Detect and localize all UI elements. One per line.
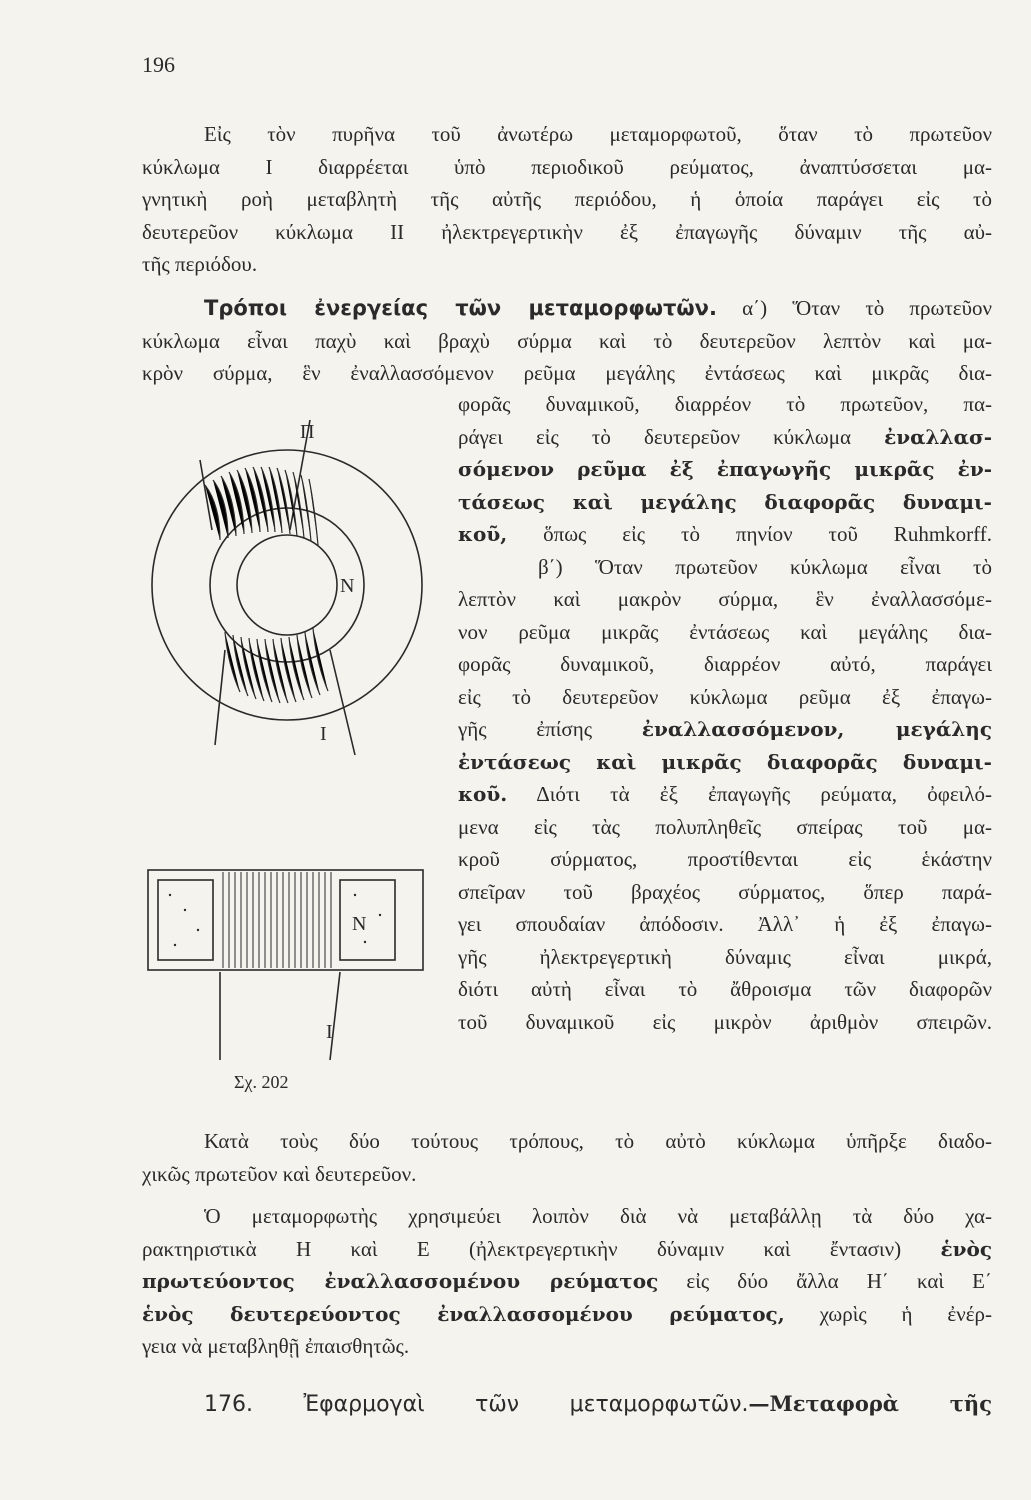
text-span: Διότι τὰ ἐξ ἐπαγωγῆς ρεύματα, ὀφειλό- xyxy=(536,782,992,806)
secondary-winding xyxy=(225,628,328,703)
text-span: ὅπως εἰς τὸ πηνίον τοῦ Ruhmkorff. xyxy=(543,522,993,546)
text-span: ρακτηριστικὰ Η καὶ Ε (ἠλεκτρεγερτικὴν δύναμιν καὶ ἔντασιν) xyxy=(142,1236,902,1261)
toroid-outer-ring xyxy=(152,450,422,720)
text-line: Κατὰ τοὺς δύο τούτους τρόπους, τὸ αὐτὸ κύκλωμα ὑπῆρξε διαδο- xyxy=(204,1129,992,1153)
text-line: γει σπουδαίαν ἀπόδοσιν. Ἀλλ᾿ ἡ ἐξ ἐπαγω- xyxy=(458,912,992,936)
page-number: 196 xyxy=(142,52,175,77)
text-line: γεια νὰ μεταβληθῇ ἐπαισθητῶς. xyxy=(142,1334,410,1358)
figure-core-transformer xyxy=(140,860,440,1070)
bold-span: ἑνὸς xyxy=(940,1236,992,1261)
coil-dots xyxy=(169,894,381,946)
core-winding xyxy=(223,872,331,968)
text-line xyxy=(458,713,992,746)
label-pi: Π xyxy=(300,421,315,443)
bold-span: πρωτεύοντος ἐναλλασσομένου ρεύματος xyxy=(142,1269,659,1293)
figure-toroid-transformer xyxy=(140,400,440,770)
label-i: I xyxy=(320,723,327,745)
text-line xyxy=(458,421,992,454)
secondary-lead-right xyxy=(330,650,355,755)
text-line: δευτερεῦον κύκλωμα II ἠλεκτρεγερτικὴν ἐξ ἐπαγωγῆς δύναμιν τῆς αὐ- xyxy=(142,219,992,244)
text-line: κύκλωμα εἶναι παχὺ καὶ βραχὺ σύρμα καὶ τὸ δευτερεῦον λεπτὸν καὶ μα- xyxy=(142,328,992,353)
primary-winding xyxy=(205,467,318,545)
text-line xyxy=(142,1298,992,1331)
section-heading-176 xyxy=(142,1388,992,1422)
right-coil-box xyxy=(340,880,395,960)
bold-span: ἐναλλασ- xyxy=(884,424,993,449)
text-line: γῆς ἠλεκτρεγερτικὴ δύναμις εἶναι μικρά, xyxy=(458,944,992,969)
section-title: 176. Ἐφαρμογαὶ τῶν μεταμορφωτῶν. xyxy=(204,1392,749,1417)
text-line: σόμενον ρεῦμα ἐξ ἐπαγωγῆς μικρᾶς ἐν- xyxy=(458,457,992,481)
label-n-core: N xyxy=(352,913,367,935)
paragraph-core-flux xyxy=(142,118,992,281)
section-176 xyxy=(142,1388,992,1422)
text-line xyxy=(142,292,992,325)
text-span: εἰς δύο ἄλλα Η΄ καὶ Ε΄ xyxy=(686,1269,992,1293)
core-outline xyxy=(148,870,423,970)
text-line: κρὸν σύρμα, ἓν ἐναλλασσόμενον ρεῦμα μεγάλης ἐντάσεως καὶ μικρᾶς δια- xyxy=(142,361,992,385)
text-line: χικῶς πρωτεῦον καὶ δευτερεῦον. xyxy=(142,1161,417,1186)
text-line: νον ρεῦμα μικρᾶς ἐντάσεως καὶ μεγάλης δια- xyxy=(458,619,992,644)
text-line: τῆς περιόδου. xyxy=(142,252,258,276)
paragraph-same-circuit xyxy=(142,1125,992,1190)
text-line xyxy=(458,518,992,551)
left-coil-box xyxy=(158,880,213,960)
text-line: μενα εἰς τὰς πολυπληθεῖς σπείρας τοῦ μα- xyxy=(458,814,992,839)
text-line: φορᾶς δυναμικοῦ, διαρρέον τὸ πρωτεῦον, πα- xyxy=(458,392,992,416)
text-line: φορᾶς δυναμικοῦ, διαρρέον αὐτό, παράγει xyxy=(458,652,992,676)
text-line: γνητικὴ ροὴ μεταβλητὴ τῆς αὐτῆς περιόδου, ἡ ὁποία παράγει εἰς τὸ xyxy=(142,187,992,211)
text-line: τάσεως καὶ μεγάλης διαφορᾶς δυναμι- xyxy=(458,489,992,514)
text-line: κύκλωμα I διαρρέεται ὑπὸ περιοδικοῦ ρεύματος, ἀναπτύσσεται μα- xyxy=(142,154,992,179)
text-line: διότι αὐτὴ εἶναι τὸ ἄθροισμα τῶν διαφορῶν xyxy=(458,977,992,1001)
text-line: ἐντάσεως καὶ μικρᾶς διαφορᾶς δυναμι- xyxy=(458,749,992,774)
text-line: εἰς τὸ δευτερεῦον κύκλωμα ρεῦμα ἐξ ἐπαγω- xyxy=(458,684,992,709)
text-line: λεπτὸν καὶ μακρὸν σύρμα, ἓν ἐναλλασσόμε- xyxy=(458,587,992,611)
text-line: β΄) Ὅταν πρωτεῦον κύκλωμα εἶναι τὸ xyxy=(538,554,992,579)
bold-span: ἑνὸς δευτερεύοντος ἐναλλασσομένου ρεύματος, xyxy=(142,1301,785,1326)
paragraph-purpose xyxy=(142,1200,992,1363)
label-n: N xyxy=(340,575,355,597)
text-line: τοῦ δυναμικοῦ εἰς μικρὸν ἀριθμὸν σπειρῶν. xyxy=(458,1009,992,1034)
text-line: σπεῖραν τοῦ βραχέος σύρματος, ὅπερ παρά- xyxy=(458,879,992,904)
lead-right xyxy=(330,972,340,1060)
text-line: κροῦ σύρματος, προστίθενται εἰς ἑκάστην xyxy=(458,847,992,871)
text-span: ράγει εἰς τὸ δευτερεῦον κύκλωμα xyxy=(458,424,851,449)
text-span: α΄) Ὅταν τὸ πρωτεῦον xyxy=(742,296,992,320)
section-title-rest: —Μεταφορὰ τῆς xyxy=(748,1391,992,1416)
right-column-text xyxy=(458,388,992,1038)
text-line: Εἰς τὸν πυρῆνα τοῦ ἀνωτέρω μεταμορφωτοῦ, ὅταν τὸ πρωτεῦον xyxy=(204,122,992,146)
toroid-hole xyxy=(237,535,337,635)
text-line xyxy=(142,1233,992,1266)
text-line xyxy=(142,1265,992,1298)
text-line xyxy=(458,778,992,811)
text-span: γῆς ἐπίσης xyxy=(458,717,593,741)
bold-span: κοῦ. xyxy=(458,782,508,806)
figure-caption: Σχ. 202 xyxy=(234,1072,289,1092)
section-heading-modes: Τρόποι ἐνεργείας τῶν μεταμορφωτῶν. xyxy=(204,296,717,320)
text-span: χωρὶς ἡ ἐνέρ- xyxy=(819,1301,992,1326)
secondary-lead-left xyxy=(215,650,225,745)
label-i-core: I xyxy=(326,1021,333,1043)
text-line: Ὁ μεταμορφωτὴς χρησιμεύει λοιπὸν διὰ νὰ μεταβάλλῃ τὰ δύο χα- xyxy=(204,1204,992,1228)
bold-span: ἐναλλασσόμενον, μεγάλης xyxy=(641,717,992,741)
paragraph-modes-intro xyxy=(142,292,992,390)
bold-span: κοῦ, xyxy=(458,522,508,546)
